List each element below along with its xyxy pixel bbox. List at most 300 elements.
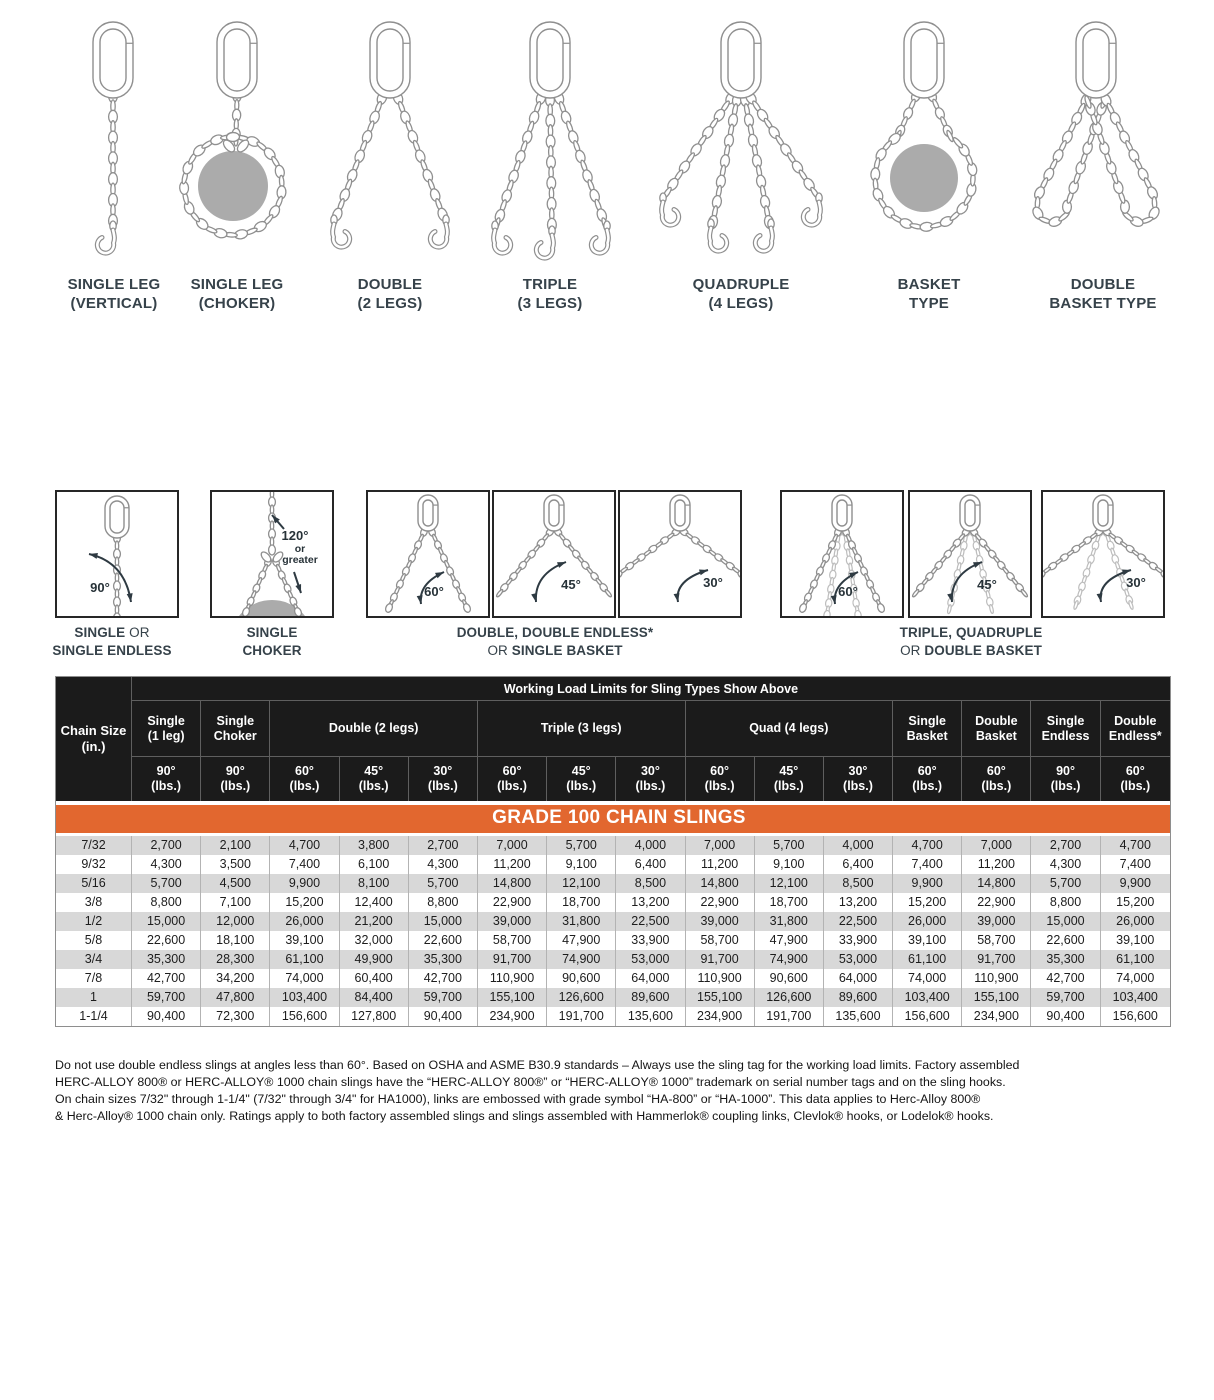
- label-single-leg-vertical: SINGLE LEG (VERTICAL): [67, 276, 161, 312]
- angle-subheader-text: (lbs.): [358, 779, 389, 793]
- load-limit-cell: 5,700: [547, 836, 616, 855]
- angle-subheader: [962, 757, 1031, 801]
- load-limit-cell: 18,100: [201, 931, 270, 950]
- table-row: [56, 912, 1170, 931]
- load-limit-cell: 4,000: [616, 836, 685, 855]
- table-row: [56, 836, 1170, 855]
- load-limit-cell: 4,300: [132, 855, 201, 874]
- load-limit-cell: 14,800: [962, 874, 1031, 893]
- chain-size-header: [56, 677, 132, 801]
- column-group-header-text: Basket: [906, 728, 948, 743]
- load-limit-cell: 21,200: [340, 912, 409, 931]
- angle-diagram-art: [494, 492, 614, 616]
- load-limit-cell: 4,300: [1031, 855, 1100, 874]
- load-limit-cell: 74,000: [893, 969, 962, 988]
- load-limit-cell: 47,800: [201, 988, 270, 1007]
- angle-subheader: [824, 757, 893, 801]
- footnote-line: & Herc-Alloy® 1000 chain only. Ratings apply to both factory assembled slings and slings assembled with Hammerlok® coupling links, Clevlok® hooks, or Lodelok® hooks.: [55, 1108, 994, 1123]
- column-group-header: [1031, 701, 1100, 757]
- load-limit-cell: 9,900: [893, 874, 962, 893]
- angle-diagram-double-45: [492, 490, 616, 618]
- angle-label-suffix: or: [294, 543, 306, 555]
- load-limit-cell: 7,000: [962, 836, 1031, 855]
- angle-label: 60°: [424, 584, 444, 599]
- chain-size-cell: 5/8: [56, 931, 132, 950]
- angle-subheader-text: (lbs.): [151, 779, 182, 793]
- load-limit-cell: 7,100: [201, 893, 270, 912]
- load-limit-cell: 53,000: [616, 950, 685, 969]
- angle-diagram-art: [57, 492, 177, 616]
- load-limit-cell: 12,400: [340, 893, 409, 912]
- angle-subheader: [1031, 757, 1100, 801]
- load-limit-cell: 91,700: [478, 950, 547, 969]
- angle-subheader-text: (lbs.): [981, 779, 1012, 793]
- hook-icon: [660, 193, 679, 225]
- load-limit-cell: 22,600: [1031, 931, 1100, 950]
- angle-subheader: [132, 757, 201, 801]
- load-limit-cell: 12,100: [755, 874, 824, 893]
- angle-subheader-text: 60°: [917, 764, 937, 778]
- load-limit-cell: 39,100: [270, 931, 339, 950]
- load-limit-cell: 90,400: [1031, 1007, 1100, 1026]
- load-limit-cell: 90,600: [755, 969, 824, 988]
- master-link-icon: [960, 495, 980, 531]
- load-limit-cell: 42,700: [409, 969, 478, 988]
- angle-subheader-text: (lbs.): [1120, 779, 1151, 793]
- caption-segment: TRIPLE, QUADRUPLE: [899, 625, 1043, 640]
- load-limit-cell: 31,800: [547, 912, 616, 931]
- load-limit-cell: 126,600: [755, 988, 824, 1007]
- load-limit-cell: 155,100: [478, 988, 547, 1007]
- master-link-icon: [1076, 22, 1116, 98]
- load-limit-cell: 8,500: [824, 874, 893, 893]
- table-row: [56, 855, 1170, 874]
- load-limit-cell: 61,100: [1101, 950, 1170, 969]
- load-circle: [890, 144, 958, 212]
- master-link-icon: [1093, 495, 1113, 531]
- hook-icon: [430, 215, 449, 247]
- column-group-header: [201, 701, 270, 757]
- load-limit-cell: 39,100: [893, 931, 962, 950]
- load-limit-cell: 4,500: [201, 874, 270, 893]
- load-limit-cell: 15,200: [1101, 893, 1170, 912]
- load-limit-cell: 89,600: [824, 988, 893, 1007]
- load-limit-cell: 12,000: [201, 912, 270, 931]
- table-row: [56, 893, 1170, 912]
- sling-type-figures: [0, 0, 1214, 270]
- angle-subheader-text: 60°: [295, 764, 314, 778]
- load-limit-cell: 191,700: [755, 1007, 824, 1026]
- angle-subheader-text: 45°: [364, 764, 384, 778]
- column-group-header-text: Basket: [975, 728, 1017, 743]
- angle-subheader-text: (lbs.): [220, 779, 251, 793]
- table-title: [132, 677, 1170, 701]
- load-limit-cell: 64,000: [824, 969, 893, 988]
- figure-quadruple-4-legs: [660, 22, 822, 251]
- load-limit-cell: 103,400: [893, 988, 962, 1007]
- load-limit-cell: 135,600: [616, 1007, 685, 1026]
- angle-label: 45°: [977, 577, 997, 592]
- load-limit-cell: 59,700: [409, 988, 478, 1007]
- angle-subheader-text: 60°: [710, 764, 730, 778]
- load-limit-cell: 234,900: [962, 1007, 1031, 1026]
- caption-segment: DOUBLE, DOUBLE ENDLESS*: [456, 625, 654, 640]
- table-row: [56, 931, 1170, 950]
- load-limit-cell: 110,900: [478, 969, 547, 988]
- load-limit-cell: 13,200: [824, 893, 893, 912]
- angle-diagram-multi-60: [780, 490, 904, 618]
- master-link-icon: [721, 22, 761, 98]
- label-quadruple-4-legs: QUADRUPLE (4 LEGS): [692, 276, 790, 312]
- load-limit-cell: 64,000: [616, 969, 685, 988]
- load-limit-cell: 90,600: [547, 969, 616, 988]
- angle-label: 90°: [90, 580, 110, 595]
- load-limit-cell: 15,000: [1031, 912, 1100, 931]
- load-limit-cell: 58,700: [962, 931, 1031, 950]
- load-limit-cell: 15,200: [893, 893, 962, 912]
- angle-subheader-text: (lbs.): [566, 779, 597, 793]
- load-limit-cell: 2,700: [1031, 836, 1100, 855]
- load-limit-cell: 15,000: [132, 912, 201, 931]
- angle-subheader: [409, 757, 478, 801]
- load-limit-cell: 11,200: [478, 855, 547, 874]
- column-group-header: [132, 701, 201, 757]
- load-limit-cell: 4,700: [270, 836, 339, 855]
- angle-subheader-text: (lbs.): [289, 779, 320, 793]
- figure-basket-type: [871, 22, 979, 232]
- load-limit-cell: 3,800: [340, 836, 409, 855]
- caption-segment: CHOKER: [242, 642, 302, 658]
- load-limit-cell: 5,700: [132, 874, 201, 893]
- column-group-header-text: Endless*: [1108, 728, 1162, 743]
- load-limit-cell: 2,100: [201, 836, 270, 855]
- angle-diagram-choker-120: [210, 490, 334, 618]
- angle-subheader-text: 90°: [225, 764, 245, 778]
- load-limit-cell: 22,900: [686, 893, 755, 912]
- load-limit-cell: 91,700: [686, 950, 755, 969]
- angle-subheader-text: (lbs.): [635, 779, 666, 793]
- angle-subheader-text: 30°: [848, 764, 868, 778]
- load-limit-cell: 26,000: [893, 912, 962, 931]
- figure-single-leg-choker: [179, 22, 286, 240]
- column-group-header-text: Quad (4 legs): [749, 721, 829, 736]
- chain-size-cell: 3/8: [56, 893, 132, 912]
- load-limit-cell: 9,100: [755, 855, 824, 874]
- caption-segment: DOUBLE BASKET: [924, 642, 1042, 658]
- caption-segment: OR: [125, 625, 150, 640]
- load-limit-cell: 58,700: [478, 931, 547, 950]
- angle-label: 120°: [281, 528, 309, 543]
- angle-subheader: [201, 757, 270, 801]
- table-title-text: Working Load Limits for Sling Types Show Above: [503, 681, 799, 696]
- load-limit-cell: 2,700: [132, 836, 201, 855]
- load-limit-cell: 2,700: [409, 836, 478, 855]
- angle-diagram-caption: [404, 624, 706, 659]
- footnote-line: Do not use double endless slings at angles less than 60°. Based on OSHA and ASME B30.9 standards – Always use the sling tag for the working load limits. Factory assembled: [55, 1058, 1020, 1072]
- angle-diagram-art: [620, 492, 740, 616]
- table-row: [56, 988, 1170, 1007]
- load-limit-cell: 126,600: [547, 988, 616, 1007]
- load-limit-cell: 234,900: [478, 1007, 547, 1026]
- load-limit-cell: 33,900: [616, 931, 685, 950]
- angle-subheader-text: (lbs.): [773, 779, 804, 793]
- angle-subheader: [755, 757, 824, 801]
- master-link-icon: [530, 22, 570, 98]
- load-limit-cell: 61,100: [270, 950, 339, 969]
- angle-subheader: [893, 757, 962, 801]
- load-limit-cell: 155,100: [962, 988, 1031, 1007]
- load-limit-cell: 5,700: [755, 836, 824, 855]
- load-limit-cell: 22,900: [478, 893, 547, 912]
- figure-double-basket-type: [1031, 22, 1161, 228]
- column-group-header-text: Single: [216, 714, 255, 729]
- load-limit-cell: 39,100: [1101, 931, 1170, 950]
- master-link-icon: [370, 22, 410, 98]
- angle-label: 60°: [838, 584, 858, 599]
- angle-subheader-text: (lbs.): [497, 779, 527, 793]
- load-limit-cell: 84,400: [340, 988, 409, 1007]
- angle-diagram-double-60: [366, 490, 490, 618]
- caption-segment: OR: [900, 642, 925, 658]
- load-limit-cell: 4,700: [893, 836, 962, 855]
- load-limit-cell: 103,400: [270, 988, 339, 1007]
- load-limit-cell: 22,900: [962, 893, 1031, 912]
- angle-label: 30°: [703, 575, 723, 590]
- load-limit-cell: 33,900: [824, 931, 893, 950]
- column-group-header-text: Single: [908, 714, 946, 729]
- column-group-header: [962, 701, 1031, 757]
- column-group-header-text: (1 leg): [147, 728, 185, 743]
- angle-subheader: [340, 757, 409, 801]
- chain-size-cell: 5/16: [56, 874, 132, 893]
- load-limit-cell: 26,000: [1101, 912, 1170, 931]
- angle-subheader-text: 60°: [986, 764, 1006, 778]
- load-limit-cell: 39,000: [686, 912, 755, 931]
- angle-subheader: [270, 757, 339, 801]
- footnotes: [55, 1057, 1180, 1124]
- angle-label-suffix: greater: [282, 554, 318, 566]
- load-limit-cell: 22,600: [409, 931, 478, 950]
- table-row: [56, 969, 1170, 988]
- hook-icon: [492, 221, 511, 253]
- angle-subheader-text: 30°: [433, 764, 453, 778]
- load-limit-cell: 22,500: [616, 912, 685, 931]
- master-link-icon: [544, 495, 564, 531]
- column-group-header-text: Triple (3 legs): [540, 721, 622, 736]
- load-limit-cell: 35,300: [1031, 950, 1100, 969]
- angle-diagram-multi-45: [908, 490, 1032, 618]
- angle-diagram-art: [1043, 492, 1163, 616]
- hook-icon: [591, 221, 610, 253]
- load-limit-cell: 4,000: [824, 836, 893, 855]
- angle-diagram-art: [910, 492, 1030, 616]
- master-link-icon: [670, 495, 690, 531]
- load-limit-cell: 18,700: [547, 893, 616, 912]
- chain-size-cell: 7/32: [56, 836, 132, 855]
- load-limit-cell: 7,400: [893, 855, 962, 874]
- load-limit-cell: 59,700: [1031, 988, 1100, 1007]
- load-limit-cell: 14,800: [686, 874, 755, 893]
- angle-subheader-text: 45°: [571, 764, 591, 778]
- angle-diagram-caption: [172, 624, 372, 659]
- load-limit-cell: 74,000: [1101, 969, 1170, 988]
- load-limit-cell: 155,100: [686, 988, 755, 1007]
- angle-label: 45°: [561, 577, 581, 592]
- load-limit-cell: 35,300: [409, 950, 478, 969]
- load-limit-cell: 28,300: [201, 950, 270, 969]
- load-limit-cell: 49,900: [340, 950, 409, 969]
- load-limit-cell: 9,900: [270, 874, 339, 893]
- label-single-leg-choker: SINGLE LEG (CHOKER): [190, 276, 284, 312]
- load-limit-cell: 6,400: [824, 855, 893, 874]
- load-limit-cell: 42,700: [132, 969, 201, 988]
- load-limit-cell: 15,000: [409, 912, 478, 931]
- angle-diagram-art: [782, 492, 902, 616]
- load-limit-cell: 191,700: [547, 1007, 616, 1026]
- load-limit-cell: 31,800: [755, 912, 824, 931]
- load-limit-cell: 91,700: [962, 950, 1031, 969]
- load-limit-cell: 4,700: [1101, 836, 1170, 855]
- column-group-header-text: Endless: [1041, 728, 1090, 743]
- master-link-icon: [418, 495, 438, 531]
- load-limit-cell: 5,700: [409, 874, 478, 893]
- angle-diagram-multi-30: [1041, 490, 1165, 618]
- load-limit-cell: 47,900: [755, 931, 824, 950]
- chain-size-header-text: Chain Size: [60, 723, 127, 739]
- load-limit-cell: 13,200: [616, 893, 685, 912]
- grade-band-cell: [56, 801, 1170, 836]
- angle-diagram-caption: [820, 624, 1122, 659]
- angle-subheader-text: 30°: [640, 764, 660, 778]
- load-limit-cell: 72,300: [201, 1007, 270, 1026]
- load-limit-cell: 8,800: [409, 893, 478, 912]
- load-limit-cell: 127,800: [340, 1007, 409, 1026]
- grade-band-row: [56, 801, 1170, 836]
- chain-size-cell: 9/32: [56, 855, 132, 874]
- caption-segment: SINGLE ENDLESS: [52, 642, 172, 658]
- angle-subheader-text: (lbs.): [1050, 779, 1081, 793]
- load-limit-cell: 4,300: [409, 855, 478, 874]
- load-limit-cell: 22,600: [132, 931, 201, 950]
- working-load-limits-table: [55, 676, 1171, 1027]
- hook-icon: [803, 193, 822, 225]
- column-group-header: [893, 701, 962, 757]
- load-limit-cell: 110,900: [686, 969, 755, 988]
- load-limit-cell: 34,200: [201, 969, 270, 988]
- label-triple-3-legs: TRIPLE (3 LEGS): [517, 276, 583, 312]
- caption-segment: SINGLE: [246, 625, 298, 640]
- table-row: [56, 1007, 1170, 1026]
- master-link-icon: [904, 22, 944, 98]
- working-load-limits-section: [55, 676, 1169, 1027]
- chain-size-cell: 1: [56, 988, 132, 1007]
- load-limit-cell: 18,700: [755, 893, 824, 912]
- angle-subheader-text: 60°: [502, 764, 522, 778]
- column-group-header-text: Double: [1114, 714, 1157, 729]
- master-link-icon: [105, 496, 129, 538]
- chain-size-cell: 1-1/4: [56, 1007, 132, 1026]
- chain-size-cell: 7/8: [56, 969, 132, 988]
- load-limit-cell: 7,000: [686, 836, 755, 855]
- load-limit-cell: 42,700: [1031, 969, 1100, 988]
- load-limit-cell: 8,800: [1031, 893, 1100, 912]
- footnote-line: HERC-ALLOY 800® or HERC-ALLOY® 1000 chain slings have the “HERC-ALLOY 800®” or “HERC-ALLOY® 1000” trademark on serial number tags and on the sling hooks.: [55, 1074, 1006, 1089]
- column-group-header-text: Single: [147, 714, 185, 729]
- hook-icon: [536, 226, 555, 258]
- angle-subheader: [478, 757, 547, 801]
- hook-icon: [331, 215, 350, 247]
- load-limit-cell: 103,400: [1101, 988, 1170, 1007]
- angle-subheader: [616, 757, 685, 801]
- load-limit-cell: 11,200: [686, 855, 755, 874]
- load-limit-cell: 12,100: [547, 874, 616, 893]
- caption-segment: OR: [487, 642, 512, 658]
- load-limit-cell: 47,900: [547, 931, 616, 950]
- figure-double-2-legs: [331, 22, 449, 247]
- load-limit-cell: 5,700: [1031, 874, 1100, 893]
- load-limit-cell: 74,900: [547, 950, 616, 969]
- angle-subheader: [686, 757, 755, 801]
- load-limit-cell: 90,400: [409, 1007, 478, 1026]
- load-limit-cell: 9,100: [547, 855, 616, 874]
- load-limit-cell: 110,900: [962, 969, 1031, 988]
- load-limit-cell: 89,600: [616, 988, 685, 1007]
- load-limit-cell: 7,000: [478, 836, 547, 855]
- load-limit-cell: 26,000: [270, 912, 339, 931]
- load-limit-cell: 90,400: [132, 1007, 201, 1026]
- load-limit-cell: 6,100: [340, 855, 409, 874]
- load-limit-cell: 234,900: [686, 1007, 755, 1026]
- angle-subheader-text: (lbs.): [427, 779, 458, 793]
- column-group-header-text: Choker: [213, 728, 257, 743]
- load-limit-cell: 135,600: [824, 1007, 893, 1026]
- load-limit-cell: 32,000: [340, 931, 409, 950]
- column-group-header: [270, 701, 478, 757]
- load-limit-cell: 8,100: [340, 874, 409, 893]
- angle-diagram-double-30: [618, 490, 742, 618]
- load-limit-cell: 53,000: [824, 950, 893, 969]
- angle-subheader: [547, 757, 616, 801]
- load-circle: [198, 151, 268, 221]
- load-limit-cell: 22,500: [824, 912, 893, 931]
- caption-segment: SINGLE: [74, 625, 126, 640]
- figure-single-leg-vertical: [93, 22, 133, 253]
- column-group-header: [686, 701, 894, 757]
- label-double-basket-type: DOUBLE BASKET TYPE: [1049, 276, 1157, 312]
- load-limit-cell: 39,000: [962, 912, 1031, 931]
- master-link-icon: [217, 22, 257, 98]
- load-limit-cell: 8,500: [616, 874, 685, 893]
- column-group-header: [478, 701, 686, 757]
- figure-triple-3-legs: [492, 22, 610, 258]
- load-limit-cell: 15,200: [270, 893, 339, 912]
- load-limit-cell: 14,800: [478, 874, 547, 893]
- column-group-header-text: Single: [1046, 714, 1085, 729]
- load-limit-cell: 7,400: [270, 855, 339, 874]
- caption-segment: SINGLE BASKET: [511, 642, 623, 658]
- load-limit-cell: 7,400: [1101, 855, 1170, 874]
- angle-subheader-text: 45°: [779, 764, 799, 778]
- angle-subheader-text: (lbs.): [912, 779, 943, 793]
- load-limit-cell: 156,600: [270, 1007, 339, 1026]
- column-group-header-text: Double: [975, 714, 1018, 729]
- chain-size-cell: 3/4: [56, 950, 132, 969]
- load-limit-cell: 60,400: [340, 969, 409, 988]
- load-limit-cell: 74,900: [755, 950, 824, 969]
- angle-subheader-text: 90°: [1056, 764, 1075, 778]
- label-basket-type: BASKET TYPE: [897, 276, 961, 312]
- angle-subheader-text: (lbs.): [704, 779, 735, 793]
